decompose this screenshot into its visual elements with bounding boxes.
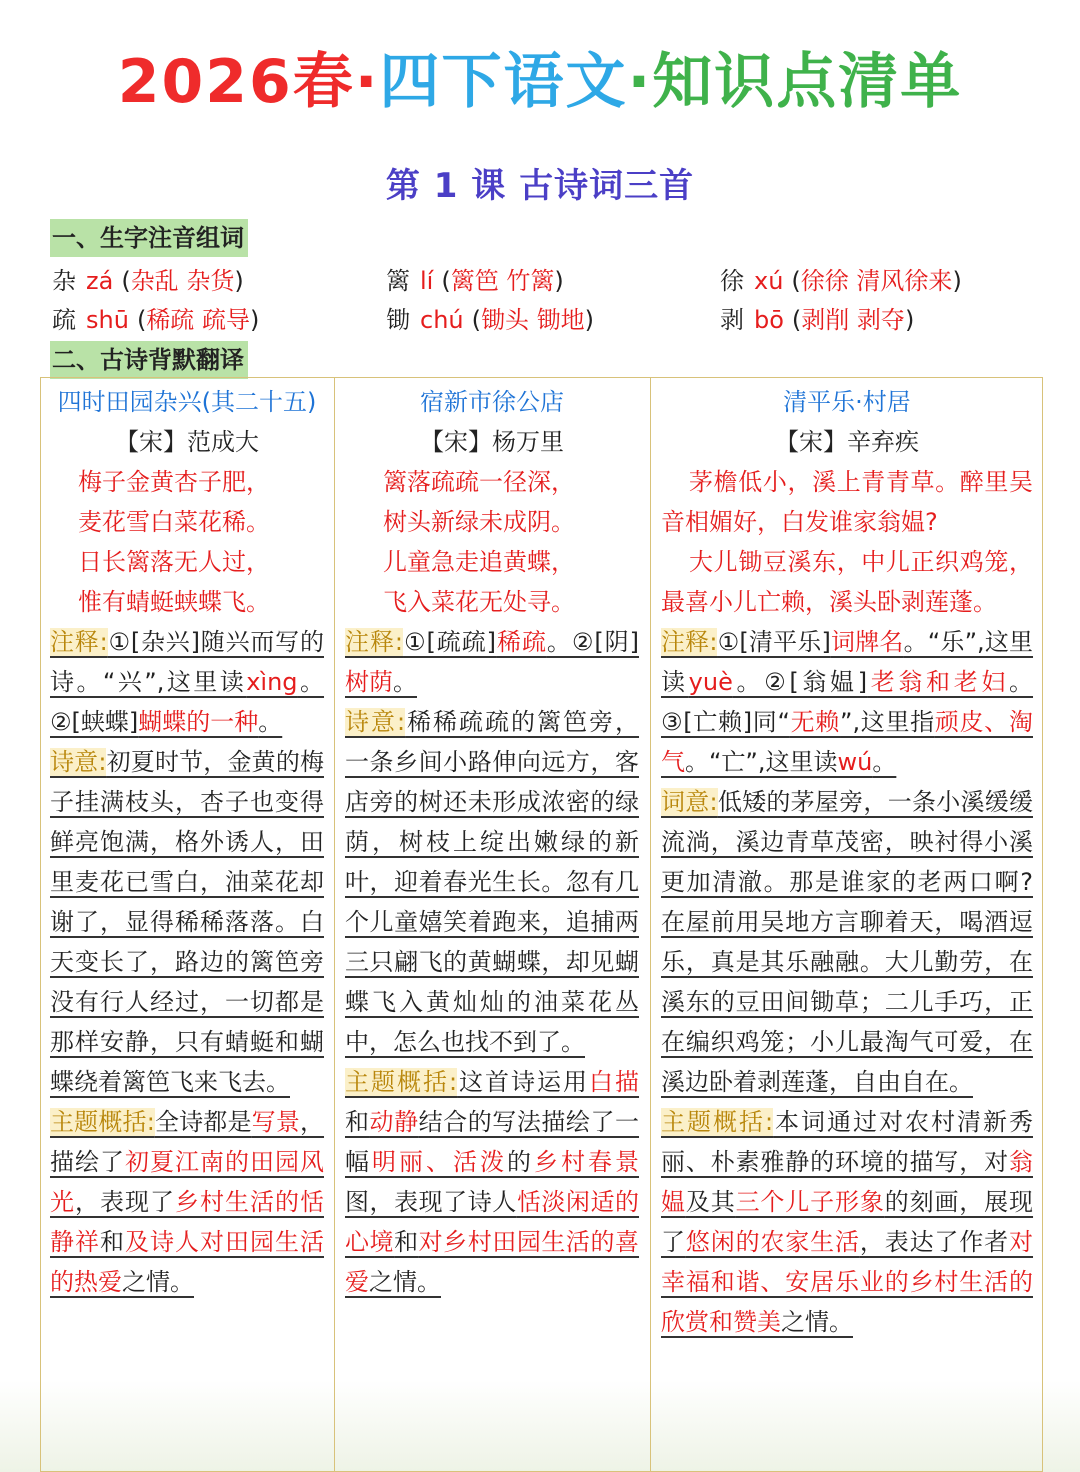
poem-meaning: 诗意:稀稀疏疏的篱笆旁，一条乡间小路伸向远方，客店旁的树还未形成浓密的绿荫，树枝上绽出嫩绿的新叶，迎着春光生长。忽有几个儿童嬉笑着跑来，追捕两三只翩飞的黄蝴蝶，却见蝴蝶飞入黄灿灿的油菜花丛中，怎么也找不到了。 — [345, 708, 640, 1056]
char-item: 杂 zá (杂乱 杂货) — [52, 267, 244, 295]
poem-verse: 儿童急走追黄蝶， — [383, 548, 575, 576]
poem-note: 注释:①[清平乐]词牌名。“乐”,这里读yuè。②[翁媪]老翁和老妇。③[亡赖]同“无赖”,这里指顽皮、淘气。“亡”,这里读wú。 — [661, 628, 1034, 776]
column-divider — [650, 377, 651, 1472]
section-heading-poems: 二、古诗背默翻译 — [50, 341, 248, 379]
poem-author: 【宋】范成大 — [115, 428, 259, 456]
poem-column-2 — [345, 382, 639, 1302]
poem-verse: 大儿锄豆溪东，中儿正织鸡笼，最喜小儿亡赖，溪头卧剥莲蓬。 — [661, 548, 1033, 616]
section-heading-characters: 一、生字注音组词 — [50, 219, 248, 257]
char-item: 篱 lí (篱笆 竹篱) — [386, 267, 564, 295]
char-item: 剥 bō (剥削 剥夺) — [720, 306, 915, 334]
poem-note: 注释:①[杂兴]随兴而写的诗。“兴”,这里读xìng。②[蛱蝶]蝴蝶的一种。 — [50, 628, 325, 736]
poem-verse: 篱落疏疏一径深， — [383, 468, 575, 496]
lesson-title: 第 1 课 古诗词三首 — [385, 166, 695, 206]
title-part-green: ·知识点清单 — [627, 47, 963, 117]
poem-column-1 — [50, 382, 324, 1302]
poem-note: 注释:①[疏疏]稀疏。②[阴]树荫。 — [345, 628, 639, 696]
title-part-blue: 四下语文 — [379, 47, 628, 117]
char-item: 锄 chú (锄头 锄地) — [386, 306, 595, 334]
char-item: 疏 shū (稀疏 疏导) — [52, 306, 260, 334]
poem-column-3 — [661, 382, 1033, 1342]
poem-author: 【宋】杨万里 — [420, 428, 564, 456]
poem-verse: 麦花雪白菜花稀。 — [78, 508, 270, 536]
poem-meaning: 词意:低矮的茅屋旁，一条小溪缓缓流淌，溪边青草茂密，映衬得小溪更加清澈。那是谁家的老两口啊?在屋前用吴地方言聊着天，喝酒逗乐，真是其乐融融。大儿勤劳，在溪东的豆田间锄草；二儿手巧，正在编织鸡笼；小儿最淘气可爱，在溪边卧着剥莲蓬，自由自在。 — [661, 788, 1033, 1096]
poem-verse: 茅檐低小，溪上青青草。醉里吴音相媚好，白发谁家翁媪? — [661, 468, 1033, 536]
column-divider — [334, 377, 335, 1472]
poem-theme: 主题概括:全诗都是写景，描绘了初夏江南的田园风光，表现了乡村生活的恬静祥和及诗人对田园生活的热爱之情。 — [50, 1108, 325, 1296]
poem-title: 宿新市徐公店 — [420, 388, 564, 416]
char-item: 徐 xú (徐徐 清风徐来) — [720, 267, 962, 295]
poem-title: 四时田园杂兴(其二十五) — [57, 388, 317, 416]
poem-title: 清平乐·村居 — [783, 388, 911, 416]
poem-author: 【宋】辛弃疾 — [775, 428, 919, 456]
poem-verse: 惟有蜻蜓蛱蝶飞。 — [78, 588, 270, 616]
poem-theme: 主题概括:本词通过对农村清新秀丽、朴素雅静的环境的描写，对翁媪及其三个儿子形象的刻画，展现了悠闲的农家生活，表达了作者对幸福和谐、安居乐业的乡村生活的欣赏和赞美之情。 — [661, 1108, 1034, 1336]
poem-verse: 梅子金黄杏子肥， — [78, 468, 270, 496]
poem-verse: 飞入菜花无处寻。 — [383, 588, 575, 616]
poem-verse: 树头新绿未成阴。 — [383, 508, 575, 536]
main-title — [0, 34, 1080, 120]
poem-meaning: 诗意:初夏时节，金黄的梅子挂满枝头，杏子也变得鲜亮饱满，格外诱人，田里麦花已雪白，油菜花却谢了，显得稀稀落落。白天变长了，路边的篱笆旁没有行人经过，一切都是那样安静，只有蜻蜓和蝴蝶绕着篱笆飞来飞去。 — [50, 748, 324, 1096]
title-part-red: 2026春· — [117, 47, 380, 117]
poem-verse: 日长篱落无人过， — [78, 548, 270, 576]
poem-theme: 主题概括:这首诗运用白描和动静结合的写法描绘了一幅明丽、活泼的乡村春景图，表现了诗人恬淡闲适的心境和对乡村田园生活的喜爱之情。 — [345, 1068, 640, 1296]
